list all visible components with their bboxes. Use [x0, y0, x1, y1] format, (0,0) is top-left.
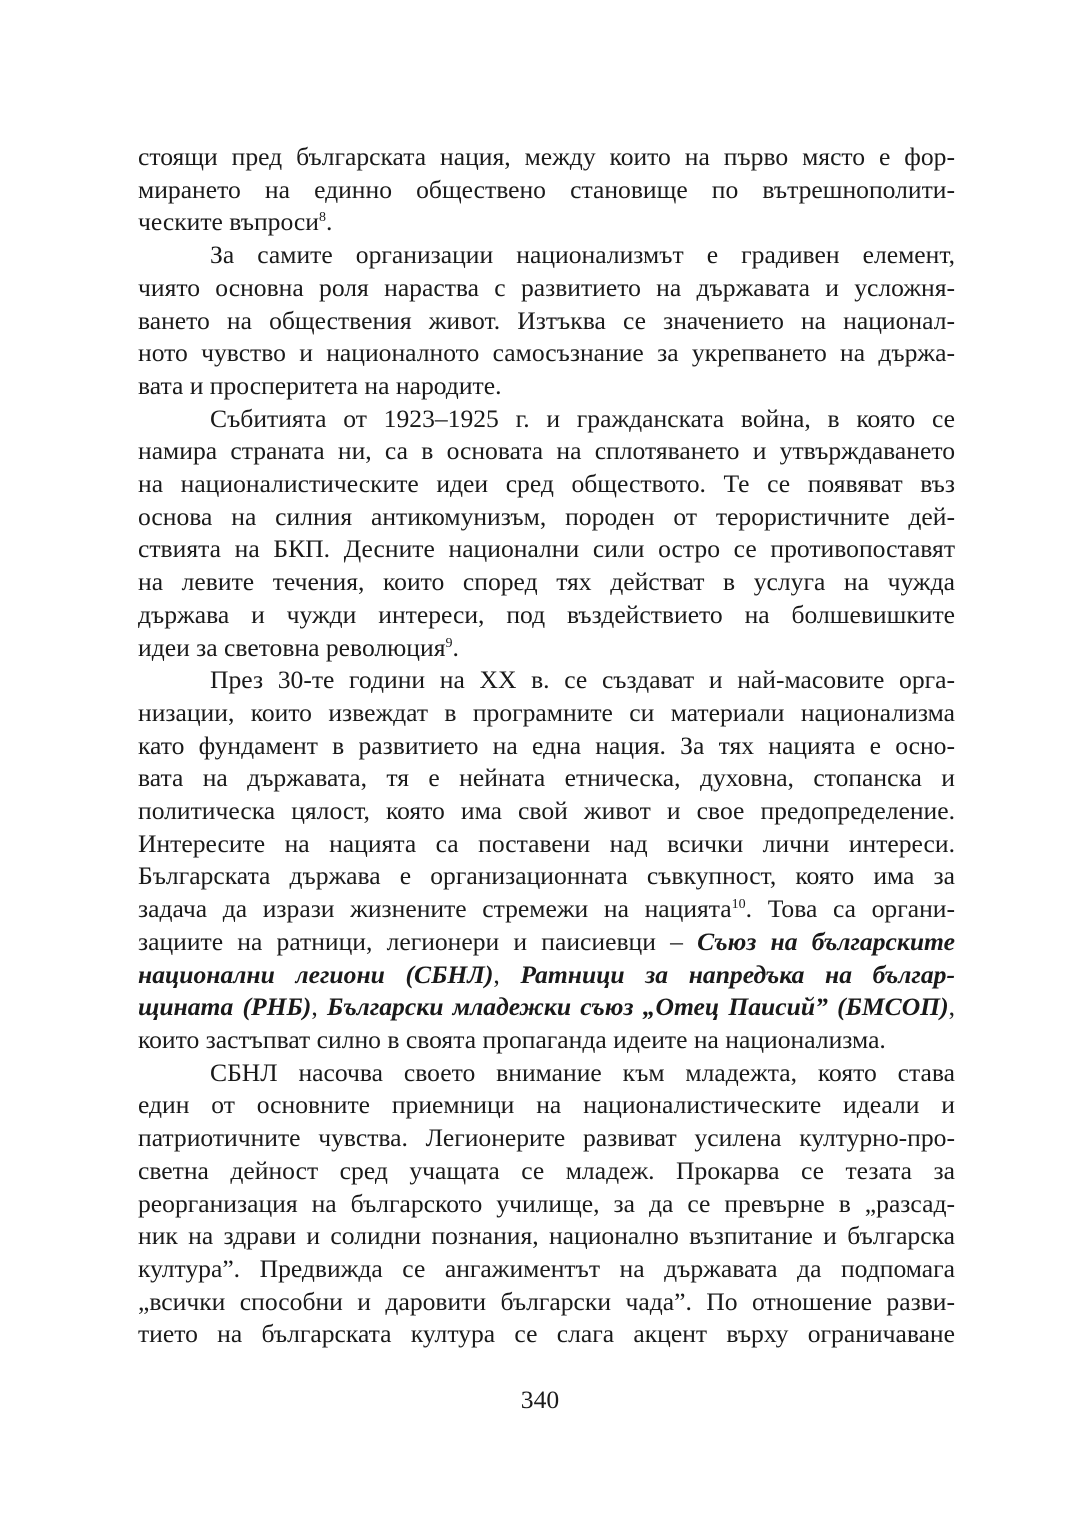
text-run: които застъпват силно в своята пропаганда идеите на национализма.	[138, 1024, 886, 1054]
text-run: През 30-те години на XX в. се създават и най-масовите орга-	[210, 665, 955, 695]
text-line	[138, 1286, 955, 1319]
text-line	[138, 1220, 955, 1253]
text-run: Интересите на нацията са поставени над всички лични интереси.	[138, 828, 955, 858]
text-line	[138, 1155, 955, 1188]
text-line	[138, 141, 955, 174]
footnote-ref: 10	[731, 897, 746, 913]
text-run: низации, които извеждат в програмните си материали национализма	[138, 697, 955, 727]
text-line	[138, 632, 955, 665]
organization-name: щината (РНБ)	[138, 992, 312, 1022]
text-line	[138, 533, 955, 566]
text-run: реорганизация на българското училище, за да се превърне в „разсад-	[138, 1188, 955, 1218]
text-line	[138, 1188, 955, 1221]
text-run: ческите въпроси	[138, 207, 319, 237]
text-run: чиято основна роля нараства с развитието на държавата и усложня-	[138, 272, 955, 302]
page-body-text	[138, 141, 955, 1351]
text-run: ното чувство и националното самосъзнание за укрепването на държа-	[138, 338, 955, 368]
text-run: намира страната ни, са в основата на сплотяването и утвърждаването	[138, 436, 955, 466]
text-run: ването на обществения живот. Изтъква се значението на национал-	[138, 305, 955, 335]
paragraph	[138, 403, 955, 665]
text-line	[138, 272, 955, 305]
text-line	[138, 599, 955, 632]
text-line	[138, 1057, 955, 1090]
text-line	[138, 1089, 955, 1122]
text-run: ,	[493, 959, 521, 989]
text-run: на националистическите идеи сред обществото. Те се появяват въз	[138, 469, 955, 499]
text-run: „всички способни и даровити български чада”. По отношение разви-	[138, 1286, 955, 1316]
text-line	[138, 337, 955, 370]
text-run: основа на силния антикомунизъм, породен от терористичните дей-	[138, 501, 955, 531]
organization-name: Ратници за напредъка на българ-	[520, 959, 955, 989]
text-run: тието на българската култура се слага акцент върху ограничаване	[138, 1319, 955, 1349]
text-line	[138, 762, 955, 795]
text-line	[138, 403, 955, 436]
text-line	[138, 501, 955, 534]
text-run: на левите течения, които според тях действат в услуга на чужда	[138, 567, 955, 597]
text-run: стоящи пред българската нация, между които на първо място е фор-	[138, 142, 955, 171]
text-run: ,	[948, 992, 956, 1022]
text-line	[138, 305, 955, 338]
organization-name: национални легиони (СБНЛ)	[138, 959, 494, 989]
text-line	[138, 435, 955, 468]
text-run: държава и чужди интереси, под въздействието на болшевишките	[138, 599, 955, 629]
text-run: мирането на единно обществено становище по вътрешнополити-	[138, 174, 955, 204]
text-line	[138, 1318, 955, 1351]
text-run: . Това са органи-	[745, 894, 956, 924]
text-line	[138, 795, 955, 828]
text-line	[138, 697, 955, 730]
text-line	[138, 1253, 955, 1286]
text-line	[138, 1024, 955, 1057]
text-line	[138, 468, 955, 501]
text-line	[138, 1122, 955, 1155]
text-line	[138, 959, 955, 992]
text-line	[138, 239, 955, 272]
text-line	[138, 206, 955, 239]
text-run: зациите на ратници, легионери и паисиевци –	[138, 926, 698, 956]
text-line	[138, 828, 955, 861]
text-run: като фундамент в развитието на една нация. За тях нацията е осно-	[138, 730, 955, 760]
paragraph	[138, 239, 955, 403]
text-line	[138, 860, 955, 893]
text-run: Събитията от 1923–1925 г. и гражданската война, в която се	[210, 403, 955, 433]
text-line	[138, 370, 955, 403]
page-number: 340	[520, 1385, 560, 1414]
paragraph	[138, 664, 955, 1056]
footnote-ref: 8	[318, 210, 326, 226]
paragraph	[138, 1057, 955, 1351]
text-run: Българската държава е организационната съвкупност, която има за	[138, 861, 955, 891]
text-line	[138, 566, 955, 599]
text-line	[138, 174, 955, 207]
text-line	[138, 730, 955, 763]
organization-name: Български младежки съюз „Отец Паисий” (БМСОП)	[326, 992, 949, 1022]
text-run: ,	[311, 992, 327, 1022]
text-line	[138, 991, 955, 1024]
text-run: един от основните приемници на националистическите идеали и	[138, 1090, 955, 1120]
text-run: ствията на БКП. Десните национални сили остро се противопоставят	[138, 534, 955, 564]
text-run: .	[325, 207, 333, 237]
text-run: светна дейност сред учащата се младеж. Прокарва се тезата за	[138, 1155, 955, 1185]
text-line	[138, 926, 955, 959]
footnote-ref: 9	[445, 635, 453, 651]
text-run: задача да изрази жизнените стремежи на нацията	[138, 894, 732, 924]
text-run: идеи за световна революция	[138, 632, 446, 662]
organization-name: Съюз на българските	[697, 926, 955, 956]
text-run: политическа цялост, която има свой живот и свое предопределение.	[138, 796, 955, 826]
paragraph	[138, 141, 955, 239]
text-run: .	[452, 632, 459, 662]
text-run: патриотичните чувства. Легионерите развиват усилена културно-про-	[138, 1123, 955, 1153]
text-line	[138, 664, 955, 697]
text-run: вата и просперитета на народите.	[138, 370, 502, 400]
text-run: вата на държавата, тя е нейната етническа, духовна, стопанска и	[138, 763, 955, 793]
text-run: СБНЛ насочва своето внимание към младежта, която става	[210, 1057, 955, 1087]
text-run: култура”. Предвижда се ангажиментът на държавата да подпомага	[138, 1253, 955, 1283]
text-line	[138, 893, 955, 926]
text-run: За самите организации национализмът е градивен елемент,	[210, 240, 955, 270]
text-run: ник на здрави и солидни познания, национално възпитание и българска	[138, 1221, 955, 1251]
